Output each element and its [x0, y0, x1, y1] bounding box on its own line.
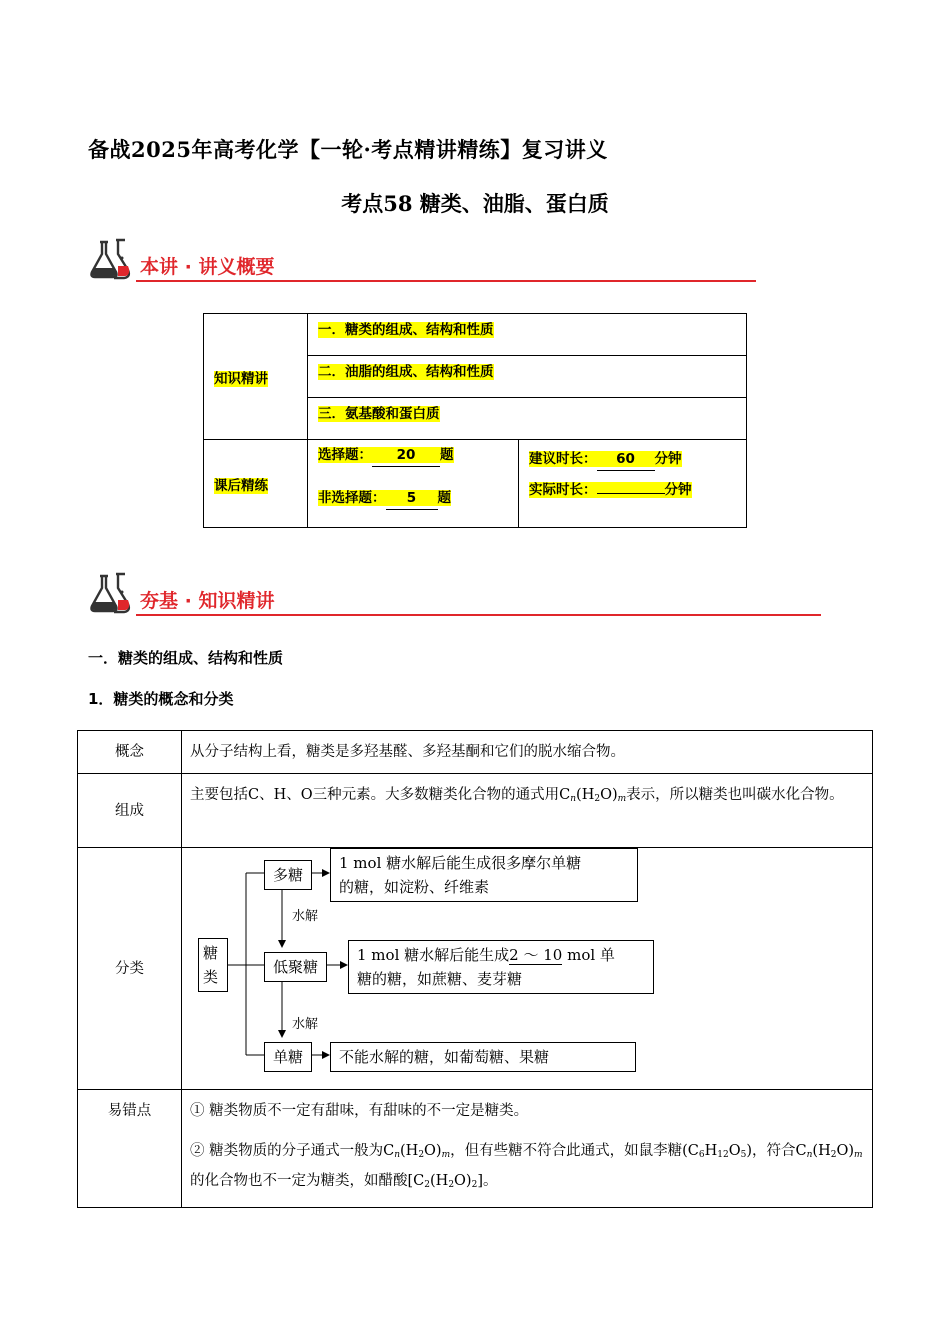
error-value [182, 1090, 873, 1208]
heading-level-2: 1．糖类的概念和分类 [88, 690, 234, 708]
section-header-overview [88, 236, 758, 286]
node-oligosaccharide: 低聚糖 [264, 952, 327, 982]
concept-value: 从分子结构上看，糖类是多羟基醛、多羟基酮和它们的脱水缩合物。 [182, 731, 873, 774]
error-key: 易错点 [78, 1090, 182, 1208]
heading-level-1: 一．糖类的组成、结构和性质 [88, 649, 284, 667]
page-title: 备战2025年高考化学【一轮·考点精讲精练】复习讲义 [88, 137, 608, 162]
node-poly-desc: 1 mol 糖水解后能生成很多摩尔单糖 的糖，如淀粉、纤维素 [330, 848, 638, 902]
composition-value: 主要包括C、H、O三种元素。大多数糖类化合物的通式用$C_n(H_2O)_m$表示，所以糖类也叫碳水化合物。 [182, 774, 873, 848]
section-label: 本讲 · 讲义概要 [140, 256, 275, 278]
concept-key: 概念 [78, 731, 182, 774]
knowledge-item: 三．氨基酸和蛋白质 [308, 398, 747, 440]
node-polysaccharide: 多糖 [264, 860, 312, 890]
knowledge-item: 一．糖类的组成、结构和性质 [308, 314, 747, 356]
node-mono-desc: 不能水解的糖，如葡萄糖、果糖 [330, 1042, 636, 1072]
practice-label: 课后精练 [204, 440, 308, 528]
node-monosaccharide: 单糖 [264, 1042, 312, 1072]
section-header-knowledge [88, 570, 828, 620]
hydrolysis-label: 水解 [292, 1017, 319, 1032]
flask-icon [88, 570, 136, 616]
outline-table [203, 313, 747, 528]
section-rule [136, 280, 756, 282]
flask-icon [88, 236, 136, 282]
node-root: 糖类 [198, 938, 228, 992]
node-oligo-desc: 1 mol 糖水解后能生成2 ～ 10 mol 单 糖的糖，如蔗糖、麦芽糖 [348, 940, 654, 994]
section-label: 夯基 · 知识精讲 [140, 590, 275, 612]
knowledge-label: 知识精讲 [204, 314, 308, 440]
sugar-table [77, 730, 873, 1208]
question-counts: 选择题： 20 题 非选择题： 5 题 [308, 440, 519, 528]
time-info: 建议时长： 60 分钟 实际时长： 分钟 [519, 440, 747, 528]
section-rule [136, 614, 821, 616]
classify-key: 分类 [78, 848, 182, 1090]
page-subtitle: 考点58 糖类、油脂、蛋白质 [341, 191, 609, 216]
error-point-1: ① 糖类物质不一定有甜味，有甜味的不一定是糖类。 [190, 1103, 529, 1119]
error-point-2: ② 糖类物质的分子通式一般为$C_n(H_2O)_m$，但有些糖不符合此通式，如鼠李糖$(C_6H_{12}O_5)$，符合$C_n(H_2O)_m$的化合物也不一定为糖类，如醋酸$[C_2(H_2O)_2]$。 [190, 1143, 863, 1190]
hydrolysis-label: 水解 [292, 909, 319, 924]
composition-key: 组成 [78, 774, 182, 848]
classify-diagram [182, 848, 873, 1090]
knowledge-item: 二．油脂的组成、结构和性质 [308, 356, 747, 398]
